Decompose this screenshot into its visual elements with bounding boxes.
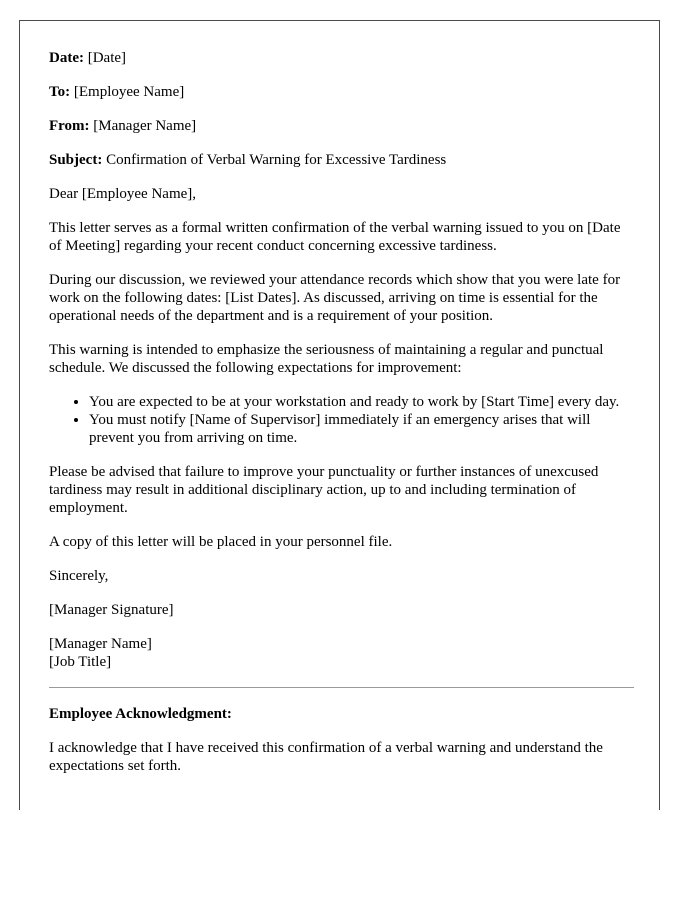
subject-value: Confirmation of Verbal Warning for Excessive Tardiness xyxy=(106,152,447,168)
salutation: Dear [Employee Name], xyxy=(49,186,197,202)
letter-content xyxy=(49,49,634,791)
date-line xyxy=(49,49,634,67)
section-divider xyxy=(49,687,634,688)
manager-signature: [Manager Signature] xyxy=(49,602,174,618)
paragraph-discussion: During our discussion, we reviewed your attendance records which show that you were late for work on the following dates: [List Dates]. As discussed, arriving on time is essential for the operational needs of the department and is a requirement of your position. xyxy=(49,272,621,324)
sign-off: Sincerely, xyxy=(49,568,109,584)
to-line xyxy=(49,83,634,101)
paragraph-consequences: Please be advised that failure to improve your punctuality or further instances of unexcused tardiness may result in additional disciplinary action, up to and including termination of employment. xyxy=(49,464,599,516)
manager-name: [Manager Name] xyxy=(49,636,152,652)
expectations-list xyxy=(49,393,634,447)
subject-label: Subject: xyxy=(49,152,103,168)
acknowledgment-text: I acknowledge that I have received this confirmation of a verbal warning and understand the expectations set forth. xyxy=(49,740,603,774)
to-label: To: xyxy=(49,84,71,100)
job-title: [Job Title] xyxy=(49,654,112,670)
date-label: Date: xyxy=(49,50,84,66)
from-line xyxy=(49,117,634,135)
from-value: [Manager Name] xyxy=(93,118,197,134)
from-label: From: xyxy=(49,118,90,134)
subject-line xyxy=(49,151,634,169)
list-item: • You must notify [Name of Supervisor] immediately if an emergency arises that will prevent you from arriving on time. xyxy=(89,411,634,447)
to-value: [Employee Name] xyxy=(73,84,185,100)
acknowledgment-heading: Employee Acknowledgment: xyxy=(49,706,232,722)
letter-page xyxy=(19,20,660,810)
date-value: [Date] xyxy=(87,50,127,66)
list-item: • You are expected to be at your workstation and ready to work by [Start Time] every day. xyxy=(89,393,634,411)
signature-block xyxy=(49,635,634,671)
paragraph-personnel-file: A copy of this letter will be placed in your personnel file. xyxy=(49,534,393,550)
paragraph-confirmation: This letter serves as a formal written confirmation of the verbal warning issued to you on [Date of Meeting] regarding your recent conduct concerning excessive tardiness. xyxy=(49,220,621,254)
paragraph-warning: This warning is intended to emphasize the seriousness of maintaining a regular and punctual schedule. We discussed the following expectations for improvement: xyxy=(49,342,604,376)
